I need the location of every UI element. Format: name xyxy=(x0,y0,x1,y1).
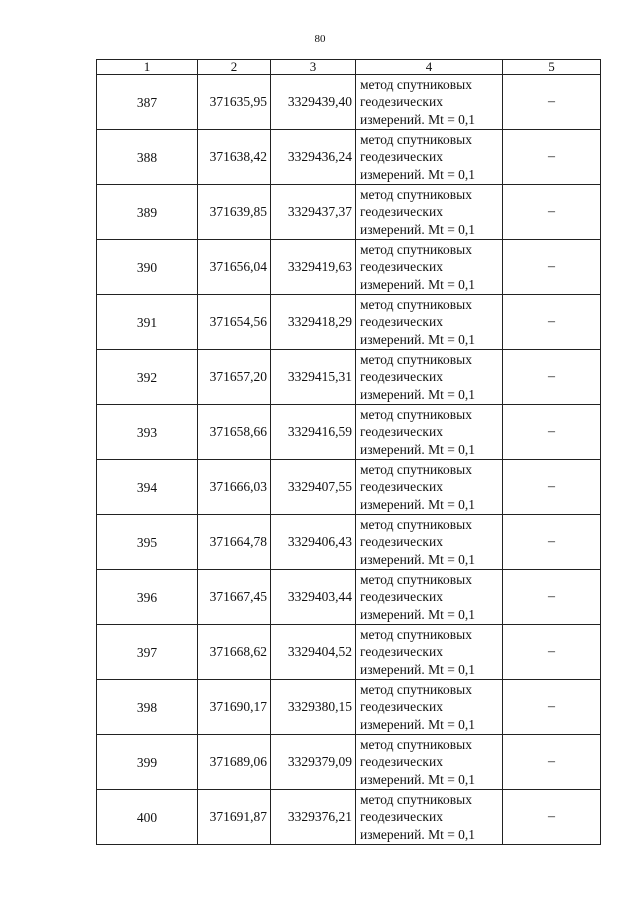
coordinate-y: 3329379,09 xyxy=(271,735,356,790)
column-header-2: 2 xyxy=(198,60,271,75)
method-line-2: геодезических xyxy=(360,534,443,550)
point-number: 392 xyxy=(97,350,198,405)
column-5-value: – xyxy=(503,185,601,240)
method-line-2: геодезических xyxy=(360,644,443,660)
method-line-3: измерений. Mt = 0,1 xyxy=(360,276,476,292)
method-description xyxy=(356,75,503,130)
point-number: 399 xyxy=(97,735,198,790)
method-description xyxy=(356,625,503,680)
method-description xyxy=(356,515,503,570)
method-description xyxy=(356,790,503,845)
method-line-1: метод спутниковых xyxy=(360,791,472,807)
coordinate-y: 3329439,40 xyxy=(271,75,356,130)
column-5-value: – xyxy=(503,130,601,185)
method-line-3: измерений. Mt = 0,1 xyxy=(360,826,476,842)
method-line-3: измерений. Mt = 0,1 xyxy=(360,551,476,567)
method-line-1: метод спутниковых xyxy=(360,131,472,147)
method-line-3: измерений. Mt = 0,1 xyxy=(360,166,476,182)
point-number: 393 xyxy=(97,405,198,460)
column-5-value: – xyxy=(503,240,601,295)
point-number: 396 xyxy=(97,570,198,625)
method-line-3: измерений. Mt = 0,1 xyxy=(360,221,476,237)
method-line-1: метод спутниковых xyxy=(360,351,472,367)
coordinate-x: 371666,03 xyxy=(198,460,271,515)
method-description xyxy=(356,570,503,625)
coordinate-y: 3329406,43 xyxy=(271,515,356,570)
column-header-1: 1 xyxy=(97,60,198,75)
method-line-2: геодезических xyxy=(360,589,443,605)
method-line-2: геодезических xyxy=(360,424,443,440)
table-row xyxy=(97,735,601,790)
column-header-5: 5 xyxy=(503,60,601,75)
coordinate-x: 371668,62 xyxy=(198,625,271,680)
table-row xyxy=(97,240,601,295)
method-line-1: метод спутниковых xyxy=(360,241,472,257)
method-line-2: геодезических xyxy=(360,259,443,275)
coordinate-y: 3329418,29 xyxy=(271,295,356,350)
method-line-2: геодезических xyxy=(360,699,443,715)
method-line-3: измерений. Mt = 0,1 xyxy=(360,386,476,402)
method-description xyxy=(356,350,503,405)
method-line-2: геодезических xyxy=(360,369,443,385)
coordinate-x: 371664,78 xyxy=(198,515,271,570)
coordinate-x: 371657,20 xyxy=(198,350,271,405)
table-row xyxy=(97,515,601,570)
coordinate-y: 3329376,21 xyxy=(271,790,356,845)
method-line-2: геодезических xyxy=(360,479,443,495)
method-line-2: геодезических xyxy=(360,754,443,770)
method-description xyxy=(356,735,503,790)
table-row xyxy=(97,185,601,240)
method-description xyxy=(356,185,503,240)
column-5-value: – xyxy=(503,515,601,570)
method-line-3: измерений. Mt = 0,1 xyxy=(360,606,476,622)
method-line-1: метод спутниковых xyxy=(360,186,472,202)
column-header-4: 4 xyxy=(356,60,503,75)
coordinate-y: 3329419,63 xyxy=(271,240,356,295)
method-line-1: метод спутниковых xyxy=(360,76,472,92)
point-number: 390 xyxy=(97,240,198,295)
coordinate-x: 371690,17 xyxy=(198,680,271,735)
point-number: 388 xyxy=(97,130,198,185)
coordinate-y: 3329403,44 xyxy=(271,570,356,625)
method-line-1: метод спутниковых xyxy=(360,736,472,752)
column-5-value: – xyxy=(503,295,601,350)
coordinate-x: 371691,87 xyxy=(198,790,271,845)
column-5-value: – xyxy=(503,75,601,130)
table-row xyxy=(97,625,601,680)
method-line-1: метод спутниковых xyxy=(360,296,472,312)
table-row xyxy=(97,460,601,515)
coordinate-y: 3329436,24 xyxy=(271,130,356,185)
point-number: 398 xyxy=(97,680,198,735)
method-line-2: геодезических xyxy=(360,149,443,165)
method-line-1: метод спутниковых xyxy=(360,681,472,697)
method-line-3: измерений. Mt = 0,1 xyxy=(360,111,476,127)
method-line-2: геодезических xyxy=(360,94,443,110)
method-line-3: измерений. Mt = 0,1 xyxy=(360,771,476,787)
column-5-value: – xyxy=(503,790,601,845)
method-line-3: измерений. Mt = 0,1 xyxy=(360,716,476,732)
column-5-value: – xyxy=(503,735,601,790)
point-number: 387 xyxy=(97,75,198,130)
column-5-value: – xyxy=(503,625,601,680)
point-number: 397 xyxy=(97,625,198,680)
column-5-value: – xyxy=(503,570,601,625)
method-line-3: измерений. Mt = 0,1 xyxy=(360,331,476,347)
coordinate-x: 371639,85 xyxy=(198,185,271,240)
coordinate-x: 371635,95 xyxy=(198,75,271,130)
method-line-2: геодезических xyxy=(360,314,443,330)
coordinate-x: 371638,42 xyxy=(198,130,271,185)
coordinate-y: 3329437,37 xyxy=(271,185,356,240)
column-5-value: – xyxy=(503,350,601,405)
table-row xyxy=(97,570,601,625)
coordinate-y: 3329416,59 xyxy=(271,405,356,460)
table-row xyxy=(97,130,601,185)
method-line-2: геодезических xyxy=(360,809,443,825)
method-line-3: измерений. Mt = 0,1 xyxy=(360,441,476,457)
method-line-3: измерений. Mt = 0,1 xyxy=(360,496,476,512)
column-5-value: – xyxy=(503,680,601,735)
column-5-value: – xyxy=(503,460,601,515)
method-description xyxy=(356,295,503,350)
table-row xyxy=(97,75,601,130)
table-row xyxy=(97,350,601,405)
method-line-1: метод спутниковых xyxy=(360,626,472,642)
method-line-1: метод спутниковых xyxy=(360,571,472,587)
method-description xyxy=(356,405,503,460)
coordinate-y: 3329415,31 xyxy=(271,350,356,405)
point-number: 389 xyxy=(97,185,198,240)
point-number: 394 xyxy=(97,460,198,515)
point-number: 400 xyxy=(97,790,198,845)
coordinate-x: 371689,06 xyxy=(198,735,271,790)
table-row xyxy=(97,405,601,460)
coordinate-y: 3329380,15 xyxy=(271,680,356,735)
method-description xyxy=(356,240,503,295)
coordinate-y: 3329407,55 xyxy=(271,460,356,515)
point-number: 391 xyxy=(97,295,198,350)
coordinates-table xyxy=(96,59,601,845)
method-description xyxy=(356,130,503,185)
coordinate-x: 371667,45 xyxy=(198,570,271,625)
column-5-value: – xyxy=(503,405,601,460)
table-row xyxy=(97,790,601,845)
column-header-3: 3 xyxy=(271,60,356,75)
method-description xyxy=(356,680,503,735)
method-line-3: измерений. Mt = 0,1 xyxy=(360,661,476,677)
method-description xyxy=(356,460,503,515)
method-line-1: метод спутниковых xyxy=(360,461,472,477)
method-line-1: метод спутниковых xyxy=(360,406,472,422)
coordinate-x: 371658,66 xyxy=(198,405,271,460)
point-number: 395 xyxy=(97,515,198,570)
page-number: 80 xyxy=(314,33,326,45)
coordinate-y: 3329404,52 xyxy=(271,625,356,680)
table-row xyxy=(97,295,601,350)
coordinate-x: 371654,56 xyxy=(198,295,271,350)
coordinate-x: 371656,04 xyxy=(198,240,271,295)
table-header-row xyxy=(97,60,601,75)
method-line-1: метод спутниковых xyxy=(360,516,472,532)
table-row xyxy=(97,680,601,735)
method-line-2: геодезических xyxy=(360,204,443,220)
